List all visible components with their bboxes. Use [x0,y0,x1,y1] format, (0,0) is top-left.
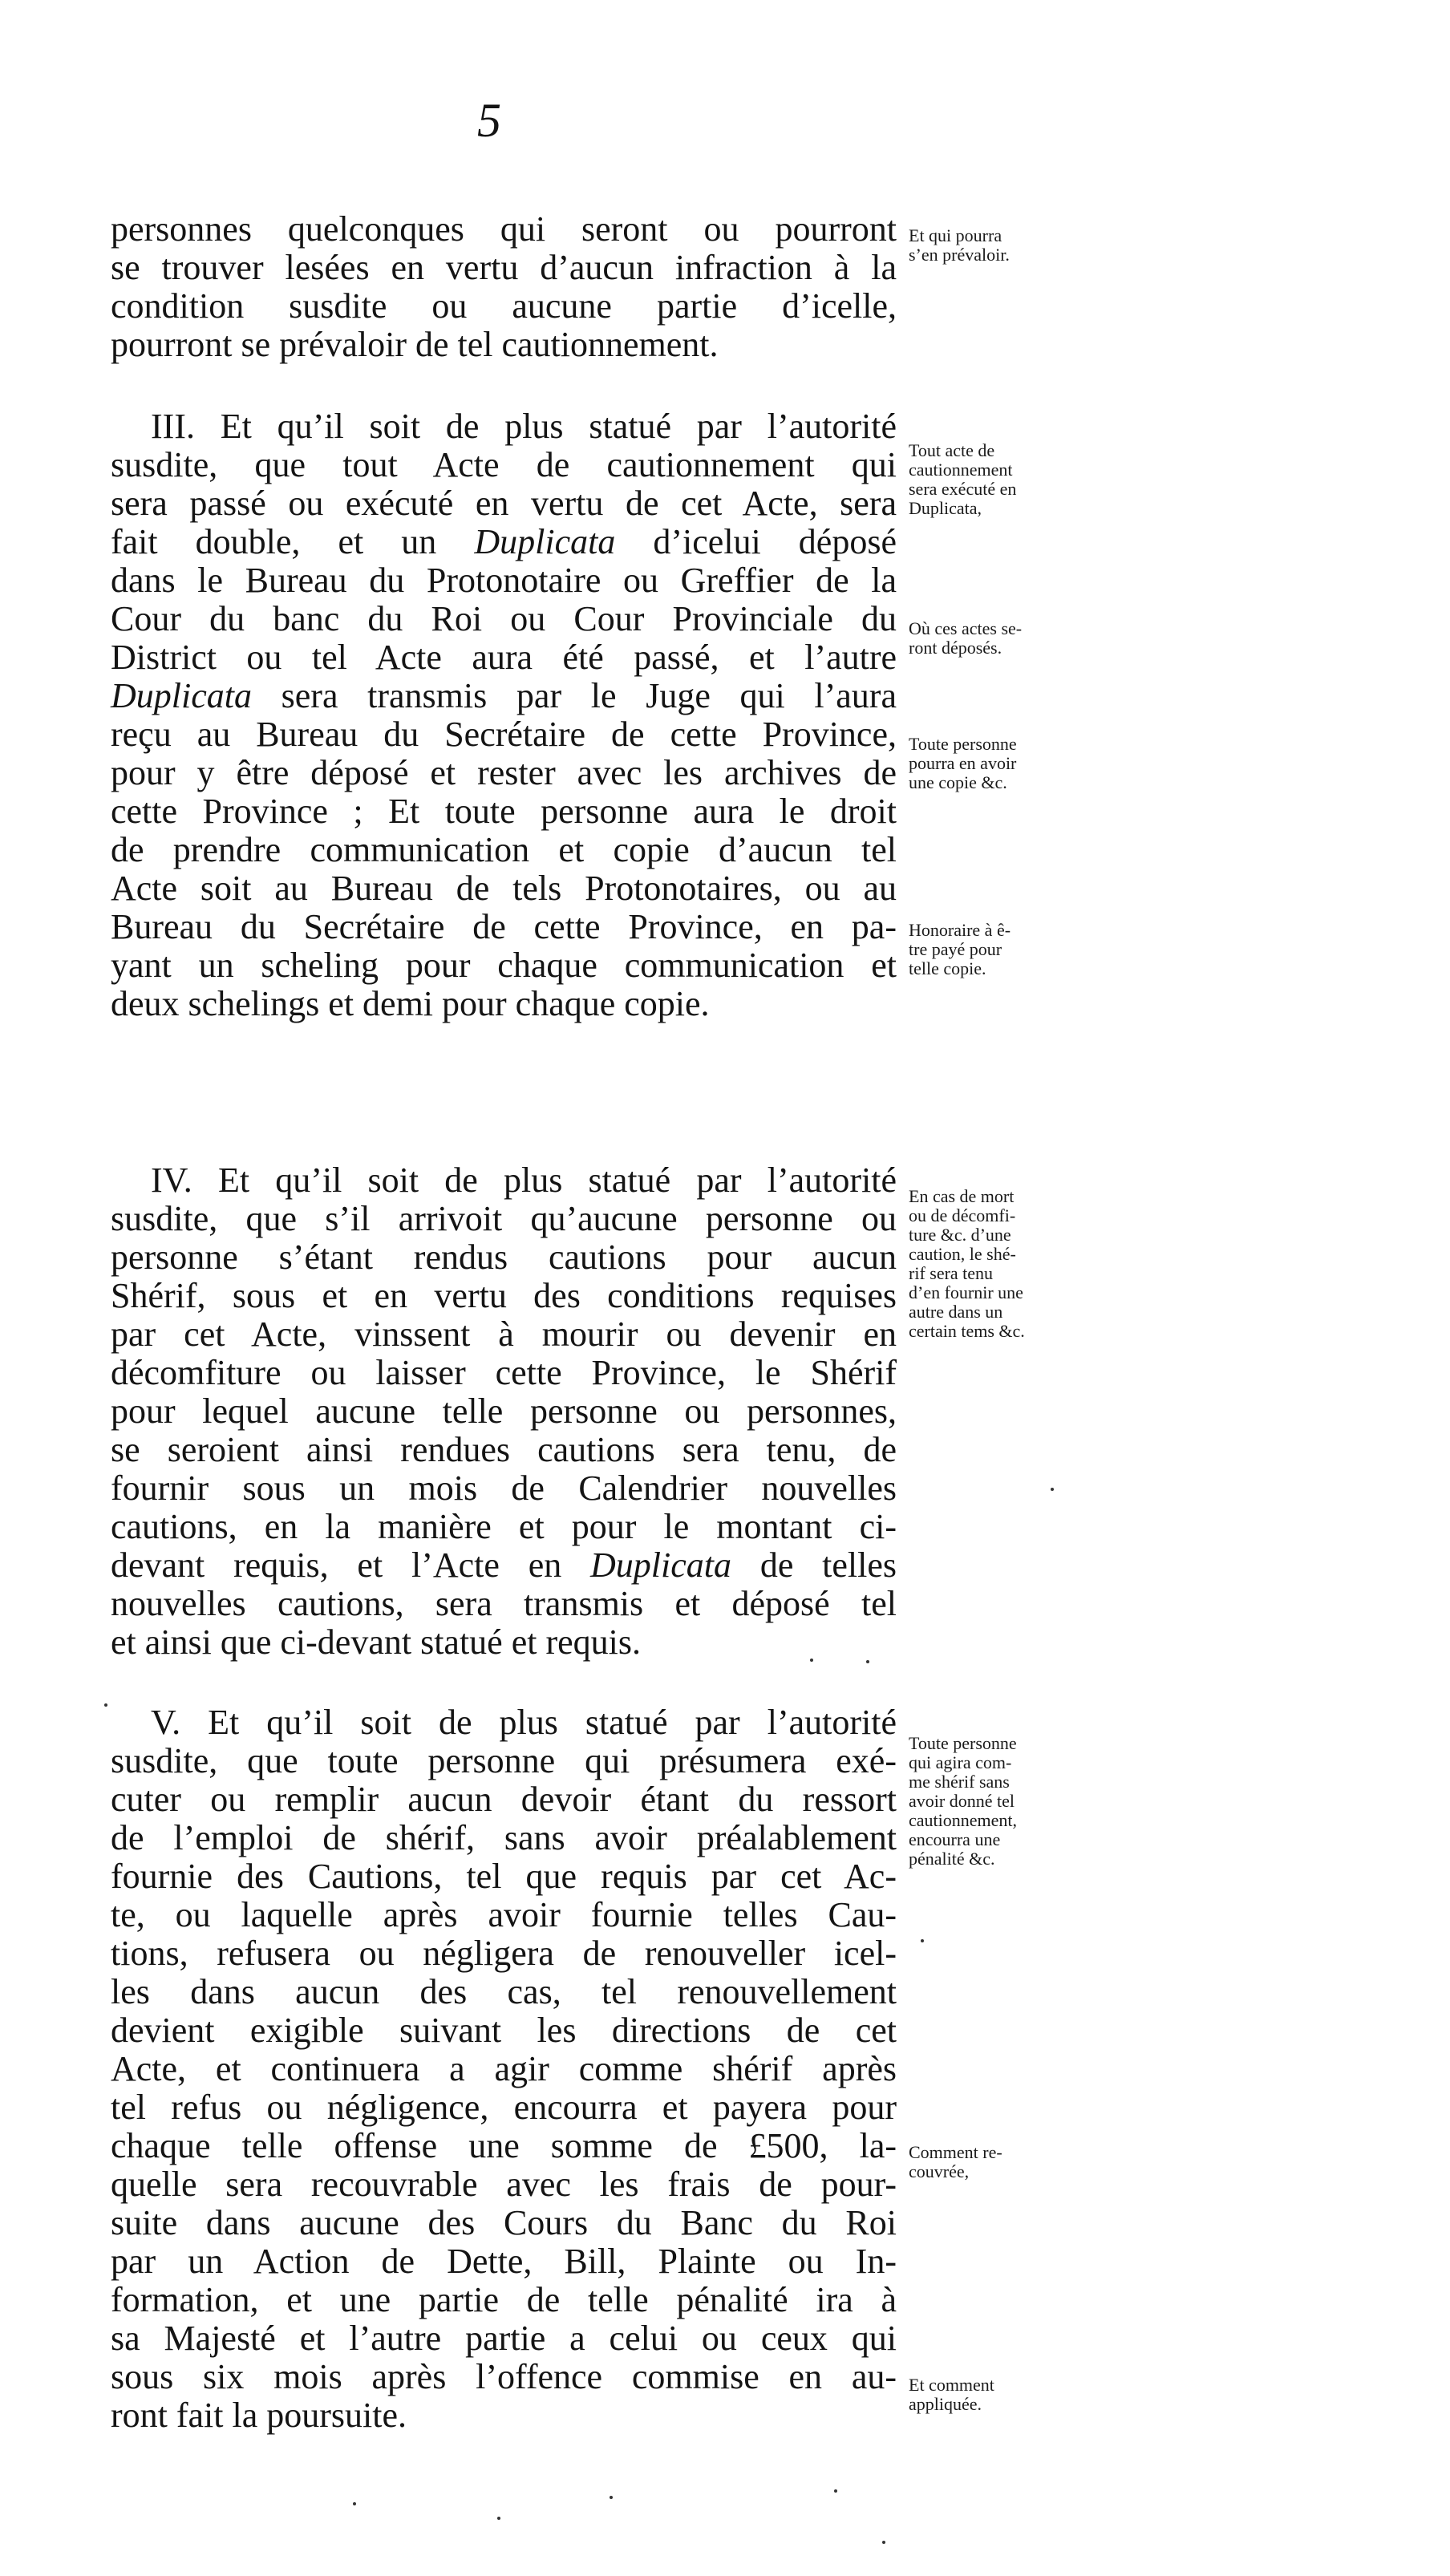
text-line: pourront se prévaloir de tel cautionnement. [111,325,719,364]
text-line: te, ou laquelle après avoir fournie telles Cau- [111,1895,897,1934]
margin-note-line: caution, le shé- [909,1244,1016,1264]
scan-speck [104,1703,107,1707]
margin-note-line: qui agira com- [909,1752,1012,1772]
margin-note-line: cautionnement, [909,1810,1018,1830]
text-line: cette Province ; Et toute personne aura le droit [111,792,897,831]
text-line: par un Action de Dette, Bill, Plainte ou In- [111,2242,897,2281]
text-line: tions, refusera ou négligera de renouveller icel- [111,1934,897,1973]
scan-speck [810,1659,813,1662]
text-line: décomfiture ou laisser cette Province, le Shérif [111,1353,897,1392]
margin-note-line: une copie &c. [909,772,1007,792]
text-line: par cet Acte, vinssent à mourir ou devenir en [111,1314,897,1354]
text-line: susdite, que tout Acte de cautionnement qui [111,445,897,484]
text-line: de l’emploi de shérif, sans avoir préalablement [111,1818,897,1857]
margin-note-line: Tout acte de [909,440,995,460]
margin-note-line: certain tems &c. [909,1321,1025,1341]
text-line: nouvelles cautions, sera transmis et déposé tel [111,1584,897,1623]
text-line: susdite, que toute personne qui présumera exé- [111,1741,897,1780]
margin-note-line: autre dans un [909,1302,1003,1322]
text-line: Acte soit au Bureau de tels Protonotaires, ou au [111,869,897,908]
section-v [111,1703,897,2435]
text-line: III. Et qu’il soit de plus statué par l’autorité [151,407,897,446]
text-line: tel refus ou négligence, encourra et payera pour [111,2088,897,2127]
margin-note-line: tre payé pour [909,939,1002,959]
margin-note [909,2376,1081,2414]
margin-note [909,1734,1081,1869]
margin-note-line: appliquée. [909,2394,982,2414]
page-number: 5 [477,94,501,147]
text-line: quelle sera recouvrable avec les frais de pour- [111,2165,897,2204]
text-line: personne s’étant rendus cautions pour aucun [111,1237,897,1277]
text-line: District ou tel Acte aura été passé, et l’autre [111,638,897,677]
text-line: fait double, et un Duplicata d’icelui déposé [111,522,897,561]
margin-note-line: avoir donné tel [909,1791,1015,1811]
margin-note [909,735,1081,792]
scan-speck [497,2517,500,2520]
text-line: sous six mois après l’offence commise en au- [111,2357,897,2396]
margin-note-line: telle copie. [909,958,986,978]
scan-speck [866,1660,869,1663]
italic-term: Duplicata [590,1545,732,1585]
text-line: suite dans aucune des Cours du Banc du Roi [111,2203,897,2242]
margin-note-line: encourra une [909,1829,1001,1849]
text-line: se trouver lesées en vertu d’aucun infraction à la [111,248,897,287]
text-line: formation, et une partie de telle pénalité ira à [111,2280,897,2319]
section-iv [111,1161,897,1662]
margin-note-line: me shérif sans [909,1772,1010,1792]
scan-speck [1051,1488,1054,1491]
margin-note-line: Toute personne [909,1733,1017,1753]
italic-term: Duplicata [111,676,252,715]
margin-note-line: s’en prévaloir. [909,245,1010,265]
margin-note-line: Où ces actes se- [909,618,1023,638]
margin-note-line: couvrée, [909,2161,970,2181]
margin-note-line: d’en fournir une [909,1282,1023,1302]
margin-note-line: ture &c. d’une [909,1225,1011,1245]
margin-note-line: pénalité &c. [909,1849,995,1869]
text-line: Duplicata sera transmis par le Juge qui l’aura [111,676,897,715]
margin-note [909,226,1081,265]
text-line: susdite, que s’il arrivoit qu’aucune personne ou [111,1199,897,1238]
text-line: ront fait la poursuite. [111,2396,407,2435]
text-line: pour y être déposé et rester avec les archives de [111,753,897,792]
margin-note-line: Duplicata, [909,498,982,518]
text-line: V. Et qu’il soit de plus statué par l’autorité [151,1703,897,1742]
text-line: pour lequel aucune telle personne ou personnes, [111,1391,897,1431]
margin-note [909,921,1081,978]
text-line: fournie des Cautions, tel que requis par cet Ac- [111,1857,897,1896]
text-line: condition susdite ou aucune partie d’icelle, [111,286,897,326]
margin-note-line: En cas de mort [909,1186,1015,1206]
text-line: sa Majesté et l’autre partie a celui ou ceux qui [111,2319,897,2358]
scan-speck [610,2496,613,2499]
text-line: fournir sous un mois de Calendrier nouvelles [111,1468,897,1508]
margin-note-line: Comment re- [909,2142,1002,2162]
scan-speck [882,2541,885,2544]
text-line: se seroient ainsi rendues cautions sera tenu, de [111,1430,897,1469]
text-line: de prendre communication et copie d’aucun tel [111,830,897,869]
scan-speck [353,2502,356,2505]
margin-note-line: sera exécuté en [909,479,1017,499]
text-line: et ainsi que ci-devant statué et requis. [111,1622,641,1662]
text-line: Shérif, sous et en vertu des conditions requises [111,1276,897,1315]
text-line: devient exigible suivant les directions de cet [111,2011,897,2050]
margin-note [909,1187,1081,1341]
text-line: cautions, en la manière et pour le montant ci- [111,1507,897,1546]
margin-note-line: Et comment [909,2375,994,2395]
text-line: chaque telle offense une somme de £500, la- [111,2126,897,2165]
scan-speck [834,2489,837,2493]
text-line: IV. Et qu’il soit de plus statué par l’autorité [151,1160,897,1200]
section-iii [111,407,897,1023]
margin-note [909,2143,1081,2181]
margin-note-line: pourra en avoir [909,753,1017,773]
text-line: Cour du banc du Roi ou Cour Provinciale du [111,599,897,638]
text-line: personnes quelconques qui seront ou pourront [111,209,897,249]
text-line: les dans aucun des cas, tel renouvellement [111,1972,897,2011]
margin-note-line: ront déposés. [909,638,1002,658]
text-line: Bureau du Secrétaire de cette Province, en pa- [111,907,897,946]
margin-note-line: Et qui pourra [909,225,1002,245]
scan-speck [921,1939,924,1942]
margin-note [909,619,1081,658]
text-line: sera passé ou exécuté en vertu de cet Acte, sera [111,484,897,523]
text-line: Acte, et continuera a agir comme shérif après [111,2049,897,2088]
margin-note-line: Toute personne [909,734,1017,754]
text-line: deux schelings et demi pour chaque copie. [111,984,710,1023]
margin-note-line: Honoraire à ê- [909,920,1011,940]
margin-note-line: cautionnement [909,460,1013,480]
text-line: reçu au Bureau du Secrétaire de cette Province, [111,715,897,754]
paragraph-continuation [111,210,897,364]
text-line: yant un scheling pour chaque communication et [111,946,897,985]
text-line: cuter ou remplir aucun devoir étant du ressort [111,1780,897,1819]
text-line: devant requis, et l’Acte en Duplicata de telles [111,1545,897,1585]
text-line: dans le Bureau du Protonotaire ou Greffier de la [111,561,897,600]
margin-note [909,441,1081,518]
margin-note-line: ou de décomfi- [909,1205,1016,1225]
italic-term: Duplicata [474,522,616,561]
margin-note-line: rif sera tenu [909,1263,994,1283]
